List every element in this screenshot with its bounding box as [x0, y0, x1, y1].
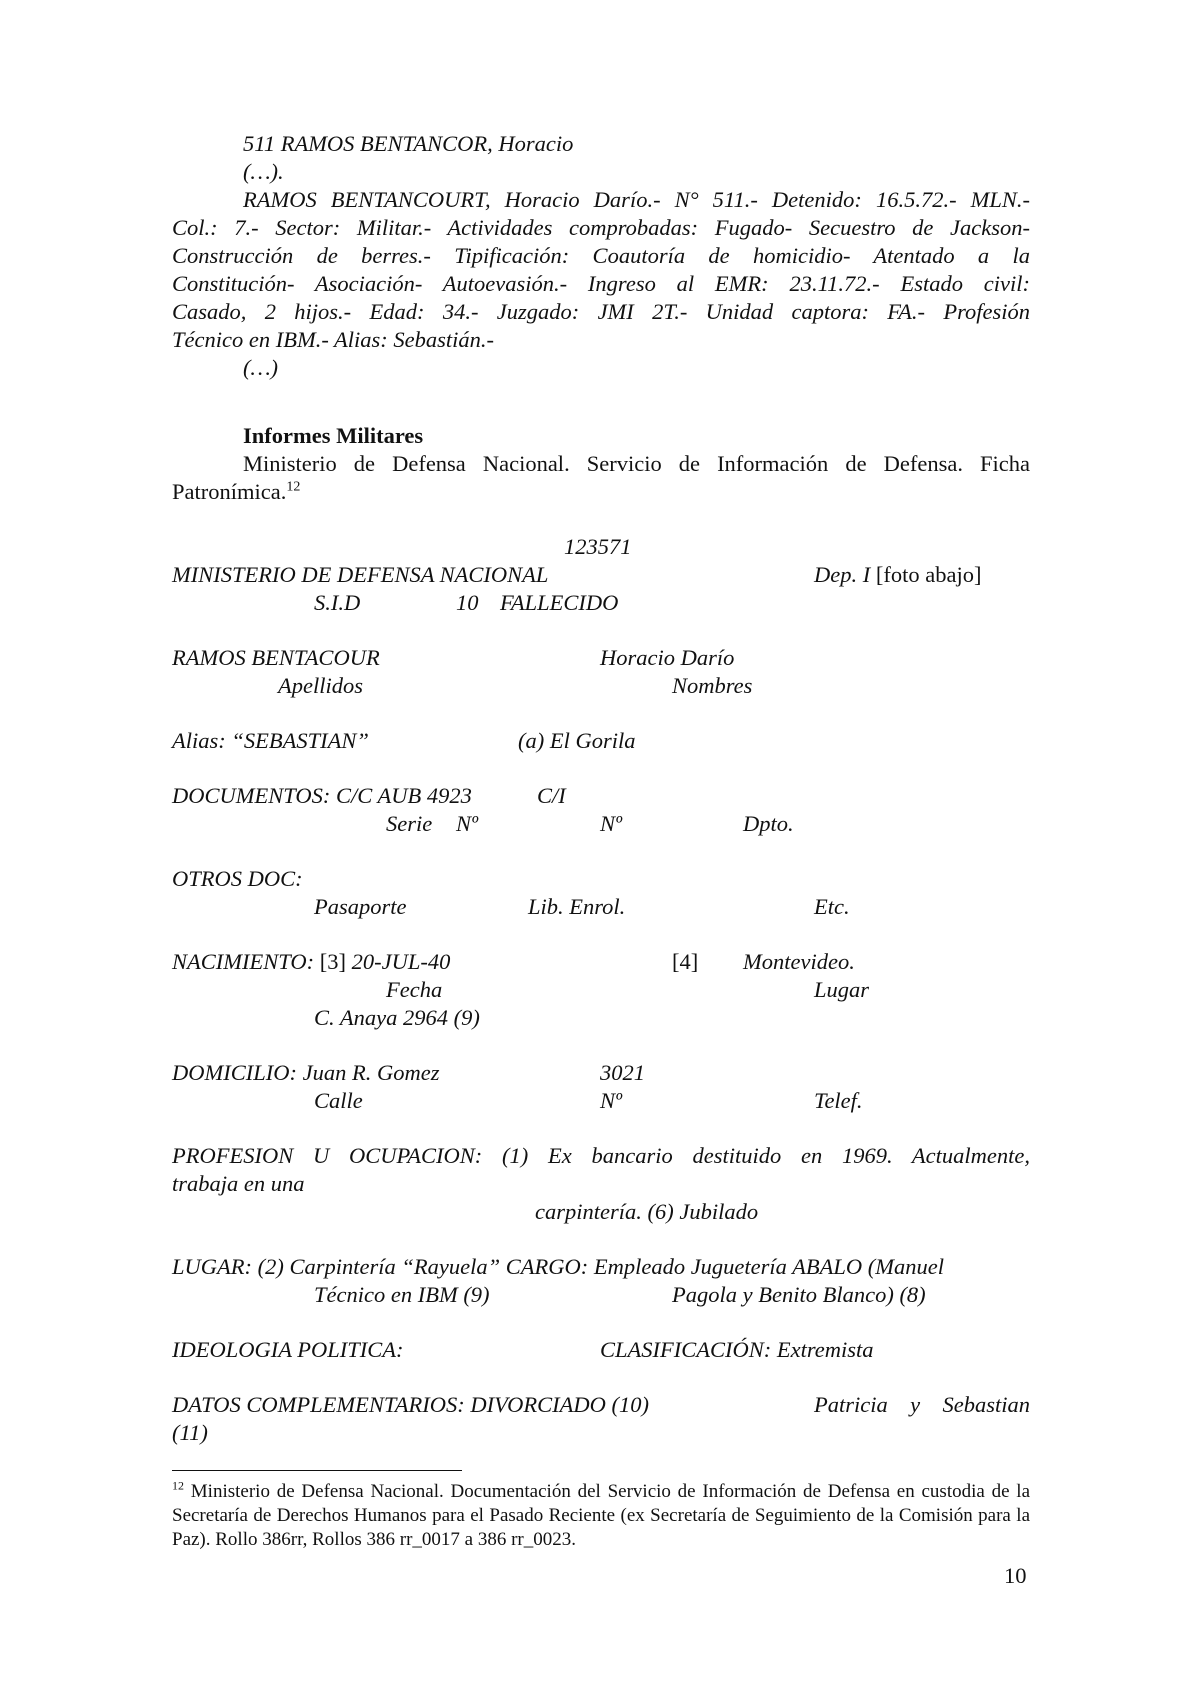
- section-intro-line2: Patronímica.$^{12}$: [172, 479, 301, 504]
- card-sid: S.I.D: [314, 590, 361, 615]
- card-profession-line1: PROFESION U OCUPACION: (1) Ex bancario destituido en 1969. Actualmente,: [172, 1143, 1030, 1168]
- card-date-label: Fecha: [386, 977, 443, 1002]
- card-number: 123571: [564, 534, 632, 559]
- card-serie-label: Serie: [386, 811, 433, 836]
- excerpt-paragraph-line: RAMOS BENTANCOURT, Horacio Darío.- N° 511.- Detenido: 16.5.72.- MLN.-: [243, 187, 1030, 212]
- card-birth-place: Montevideo.: [743, 949, 855, 974]
- card-address-number: 3021: [600, 1060, 645, 1085]
- card-lib-enrol-label: Lib. Enrol.: [528, 894, 626, 919]
- card-place-label: Lugar: [814, 977, 870, 1002]
- section-title: Informes Militares: [243, 423, 424, 448]
- card-number-label: Nº: [600, 1088, 622, 1113]
- card-names-label: Nombres: [672, 673, 753, 698]
- card-sid-number: 10: [456, 590, 479, 615]
- footnote-number: 12: [172, 1478, 184, 1493]
- excerpt-ellipsis-close: (…): [243, 355, 278, 380]
- footnote-text: Ministerio de Defensa Nacional. Documentación del Servicio de Información de Defensa en custodia de la Secretaría de Derechos Humanos para el Pasado Reciente (ex Secretaría de Seguimiento de la Comisión para la Paz). Rollo 386rr, Rollos 386 rr_0017 a 386 rr_0023.: [172, 1481, 1030, 1550]
- card-address: DOMICILIO: Juan R. Gomez: [172, 1060, 440, 1085]
- card-children-note: (11): [172, 1420, 208, 1445]
- footnote-reference: 12: [286, 479, 301, 495]
- card-political-ideology: IDEOLOGIA POLITICA:: [172, 1337, 404, 1362]
- card-ci: C/I: [537, 783, 566, 808]
- card-complementary-data: DATOS COMPLEMENTARIOS: DIVORCIADO (10): [172, 1392, 649, 1417]
- card-status: FALLECIDO: [500, 590, 619, 615]
- card-number-label: Nº: [456, 811, 478, 836]
- card-birth-note: [4]: [672, 949, 699, 974]
- card-number-label: Nº: [600, 811, 622, 836]
- card-workplace-address: Pagola y Benito Blanco) (8): [672, 1282, 926, 1307]
- card-phone-label: Telef.: [814, 1088, 863, 1113]
- card-birth: NACIMIENTO: [3] 20-JUL-40: [172, 949, 451, 974]
- card-dpto-label: Dpto.: [743, 811, 794, 836]
- card-classification: CLASIFICACIÓN: Extremista: [600, 1337, 874, 1362]
- card-street-label: Calle: [314, 1088, 363, 1113]
- card-workplace-line2: Técnico en IBM (9): [314, 1282, 490, 1307]
- excerpt-ellipsis-open: (…).: [243, 159, 284, 184]
- card-profession-line3: carpintería. (6) Jubilado: [535, 1199, 759, 1224]
- card-names: Horacio Darío: [600, 645, 735, 670]
- card-alias-2: (a) El Gorila: [518, 728, 636, 753]
- card-surname: RAMOS BENTACOUR: [172, 645, 380, 670]
- card-department: Dep. I [foto abajo]: [814, 562, 982, 587]
- excerpt-paragraph-line: Col.: 7.- Sector: Militar.- Actividades comprobadas: Fugado- Secuestro de Jackson-: [172, 215, 1030, 240]
- page-number: 10: [1004, 1563, 1027, 1588]
- section-intro-line1: Ministerio de Defensa Nacional. Servicio de Información de Defensa. Ficha: [243, 451, 1030, 476]
- card-passport-label: Pasaporte: [314, 894, 407, 919]
- card-ministry: MINISTERIO DE DEFENSA NACIONAL: [172, 562, 549, 587]
- excerpt-heading: 511 RAMOS BENTANCOR, Horacio: [243, 131, 574, 156]
- card-children: Patricia y Sebastian: [814, 1392, 1030, 1417]
- card-other-docs: OTROS DOC:: [172, 866, 303, 891]
- card-workplace-line1: LUGAR: (2) Carpintería “Rayuela” CARGO: Empleado Juguetería ABALO (Manuel: [172, 1254, 944, 1279]
- excerpt-paragraph-line: Casado, 2 hijos.- Edad: 34.- Juzgado: JMI 2T.- Unidad captora: FA.- Profesión: [172, 299, 1030, 324]
- card-etc-label: Etc.: [814, 894, 850, 919]
- excerpt-paragraph-line: Construcción de berres.- Tipificación: Coautoría de homicidio- Atentado a la: [172, 243, 1030, 268]
- footnote-separator: [172, 1470, 462, 1471]
- excerpt-paragraph-line: Constitución- Asociación- Autoevasión.- Ingreso al EMR: 23.11.72.- Estado civil:: [172, 271, 1030, 296]
- excerpt-paragraph-last: Técnico en IBM.- Alias: Sebastián.-: [172, 327, 495, 352]
- card-profession-line2: trabaja en una: [172, 1171, 305, 1196]
- card-alias: Alias: “SEBASTIAN”: [172, 728, 369, 753]
- card-documents: DOCUMENTOS: C/C AUB 4923: [172, 783, 472, 808]
- footnote: [172, 1480, 1030, 1552]
- card-birth-address: C. Anaya 2964 (9): [314, 1005, 480, 1030]
- card-surname-label: Apellidos: [278, 673, 363, 698]
